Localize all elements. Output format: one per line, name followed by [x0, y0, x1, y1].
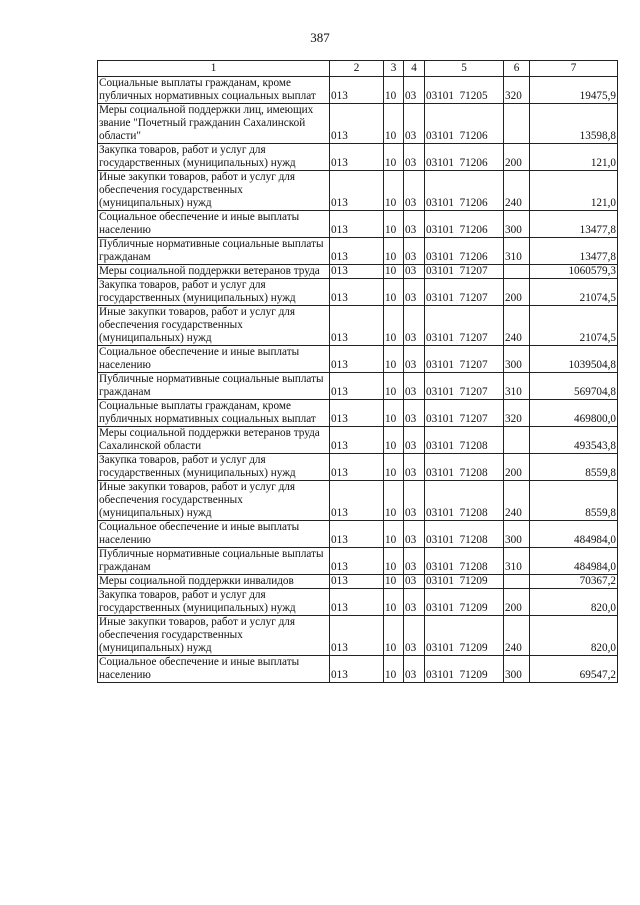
- table-row: [98, 481, 618, 521]
- cell-ministry-code: 013: [330, 656, 384, 683]
- header-col-2: 2: [330, 61, 384, 77]
- cell-amount: 484984,0: [530, 548, 618, 575]
- cell-description: Меры социальной поддержки ветеранов труда Сахалинской области: [98, 427, 330, 454]
- cell-subsection: 03: [404, 616, 425, 656]
- cell-amount: 19475,9: [530, 77, 618, 104]
- cell-description: Публичные нормативные социальные выплаты гражданам: [98, 373, 330, 400]
- cell-ministry-code: 013: [330, 548, 384, 575]
- table-body: [98, 77, 618, 683]
- cell-amount: 484984,0: [530, 521, 618, 548]
- table-row: [98, 171, 618, 211]
- cell-ministry-code: 013: [330, 373, 384, 400]
- cell-expense-type: 240: [504, 481, 530, 521]
- cell-expense-type: 320: [504, 77, 530, 104]
- cell-target-article: 03101 71207: [425, 265, 504, 279]
- cell-amount: 69547,2: [530, 656, 618, 683]
- cell-ministry-code: 013: [330, 427, 384, 454]
- cell-section: 10: [384, 346, 404, 373]
- cell-amount: 1060579,3: [530, 265, 618, 279]
- cell-subsection: 03: [404, 306, 425, 346]
- cell-target-article: 03101 71208: [425, 521, 504, 548]
- cell-subsection: 03: [404, 104, 425, 144]
- cell-expense-type: 310: [504, 373, 530, 400]
- cell-description: Публичные нормативные социальные выплаты гражданам: [98, 238, 330, 265]
- cell-amount: 70367,2: [530, 575, 618, 589]
- cell-amount: 1039504,8: [530, 346, 618, 373]
- table-row: [98, 265, 618, 279]
- cell-subsection: 03: [404, 144, 425, 171]
- cell-section: 10: [384, 481, 404, 521]
- cell-section: 10: [384, 548, 404, 575]
- table-row: [98, 238, 618, 265]
- header-col-6: 6: [504, 61, 530, 77]
- table-row: [98, 521, 618, 548]
- table-row: [98, 373, 618, 400]
- table-row: [98, 427, 618, 454]
- cell-ministry-code: 013: [330, 265, 384, 279]
- cell-amount: 569704,8: [530, 373, 618, 400]
- cell-ministry-code: 013: [330, 238, 384, 265]
- cell-section: 10: [384, 104, 404, 144]
- cell-expense-type: 320: [504, 400, 530, 427]
- cell-target-article: 03101 71209: [425, 589, 504, 616]
- cell-subsection: 03: [404, 656, 425, 683]
- cell-amount: 121,0: [530, 144, 618, 171]
- cell-subsection: 03: [404, 427, 425, 454]
- table-row: [98, 346, 618, 373]
- header-row: [98, 61, 618, 77]
- cell-ministry-code: 013: [330, 306, 384, 346]
- cell-amount: 13477,8: [530, 211, 618, 238]
- table-row: [98, 400, 618, 427]
- cell-subsection: 03: [404, 589, 425, 616]
- cell-section: 10: [384, 427, 404, 454]
- table-row: [98, 548, 618, 575]
- cell-description: Закупка товаров, работ и услуг для государственных (муниципальных) нужд: [98, 454, 330, 481]
- cell-section: 10: [384, 211, 404, 238]
- cell-description: Публичные нормативные социальные выплаты гражданам: [98, 548, 330, 575]
- cell-description: Социальное обеспечение и иные выплаты населению: [98, 521, 330, 548]
- cell-description: Закупка товаров, работ и услуг для государственных (муниципальных) нужд: [98, 144, 330, 171]
- cell-ministry-code: 013: [330, 400, 384, 427]
- cell-description: Социальные выплаты гражданам, кроме публичных нормативных социальных выплат: [98, 77, 330, 104]
- cell-section: 10: [384, 306, 404, 346]
- cell-ministry-code: 013: [330, 171, 384, 211]
- cell-subsection: 03: [404, 238, 425, 265]
- cell-amount: 820,0: [530, 589, 618, 616]
- cell-expense-type: 200: [504, 279, 530, 306]
- header-col-5: 5: [425, 61, 504, 77]
- cell-section: 10: [384, 521, 404, 548]
- table-row: [98, 77, 618, 104]
- table-row: [98, 656, 618, 683]
- cell-ministry-code: 013: [330, 104, 384, 144]
- table-row: [98, 454, 618, 481]
- cell-target-article: 03101 71209: [425, 656, 504, 683]
- cell-amount: 21074,5: [530, 306, 618, 346]
- cell-expense-type: 240: [504, 616, 530, 656]
- cell-description: Иные закупки товаров, работ и услуг для обеспечения государственных (муниципальных) нужд: [98, 616, 330, 656]
- cell-expense-type: 310: [504, 238, 530, 265]
- cell-description: Социальное обеспечение и иные выплаты населению: [98, 346, 330, 373]
- header-col-3: 3: [384, 61, 404, 77]
- table-row: [98, 144, 618, 171]
- cell-subsection: 03: [404, 521, 425, 548]
- cell-description: Закупка товаров, работ и услуг для государственных (муниципальных) нужд: [98, 589, 330, 616]
- cell-target-article: 03101 71207: [425, 400, 504, 427]
- cell-amount: 820,0: [530, 616, 618, 656]
- cell-subsection: 03: [404, 400, 425, 427]
- page-number: 387: [310, 30, 330, 45]
- cell-ministry-code: 013: [330, 211, 384, 238]
- cell-description: Социальное обеспечение и иные выплаты населению: [98, 656, 330, 683]
- cell-ministry-code: 013: [330, 279, 384, 306]
- budget-table: [97, 60, 618, 683]
- cell-target-article: 03101 71206: [425, 104, 504, 144]
- cell-amount: 13477,8: [530, 238, 618, 265]
- cell-target-article: 03101 71206: [425, 144, 504, 171]
- cell-expense-type: 200: [504, 454, 530, 481]
- cell-section: 10: [384, 238, 404, 265]
- cell-target-article: 03101 71207: [425, 306, 504, 346]
- cell-expense-type: [504, 265, 530, 279]
- cell-subsection: 03: [404, 211, 425, 238]
- table-row: [98, 279, 618, 306]
- cell-expense-type: 240: [504, 306, 530, 346]
- cell-subsection: 03: [404, 171, 425, 211]
- cell-ministry-code: 013: [330, 521, 384, 548]
- cell-section: 10: [384, 77, 404, 104]
- cell-target-article: 03101 71209: [425, 616, 504, 656]
- cell-ministry-code: 013: [330, 616, 384, 656]
- cell-expense-type: 200: [504, 589, 530, 616]
- cell-amount: 469800,0: [530, 400, 618, 427]
- cell-section: 10: [384, 400, 404, 427]
- cell-subsection: 03: [404, 373, 425, 400]
- cell-description: Закупка товаров, работ и услуг для государственных (муниципальных) нужд: [98, 279, 330, 306]
- cell-description: Меры социальной поддержки лиц, имеющих звание "Почетный гражданин Сахалинской области": [98, 104, 330, 144]
- cell-ministry-code: 013: [330, 144, 384, 171]
- cell-subsection: 03: [404, 77, 425, 104]
- cell-subsection: 03: [404, 575, 425, 589]
- cell-target-article: 03101 71208: [425, 427, 504, 454]
- cell-section: 10: [384, 171, 404, 211]
- cell-description: Меры социальной поддержки ветеранов труда: [98, 265, 330, 279]
- cell-target-article: 03101 71209: [425, 575, 504, 589]
- cell-expense-type: [504, 427, 530, 454]
- cell-subsection: 03: [404, 481, 425, 521]
- cell-section: 10: [384, 144, 404, 171]
- table-row: [98, 306, 618, 346]
- cell-amount: 121,0: [530, 171, 618, 211]
- cell-expense-type: [504, 575, 530, 589]
- cell-description: Иные закупки товаров, работ и услуг для обеспечения государственных (муниципальных) нужд: [98, 306, 330, 346]
- cell-subsection: 03: [404, 548, 425, 575]
- table-row: [98, 575, 618, 589]
- cell-expense-type: 300: [504, 656, 530, 683]
- cell-expense-type: 200: [504, 144, 530, 171]
- cell-target-article: 03101 71208: [425, 481, 504, 521]
- cell-subsection: 03: [404, 346, 425, 373]
- cell-section: 10: [384, 616, 404, 656]
- cell-description: Иные закупки товаров, работ и услуг для обеспечения государственных (муниципальных) нужд: [98, 171, 330, 211]
- cell-ministry-code: 013: [330, 77, 384, 104]
- cell-target-article: 03101 71208: [425, 548, 504, 575]
- cell-expense-type: 300: [504, 521, 530, 548]
- cell-subsection: 03: [404, 279, 425, 306]
- cell-expense-type: 300: [504, 211, 530, 238]
- cell-amount: 8559,8: [530, 481, 618, 521]
- cell-ministry-code: 013: [330, 346, 384, 373]
- cell-section: 10: [384, 265, 404, 279]
- cell-amount: 493543,8: [530, 427, 618, 454]
- cell-target-article: 03101 71205: [425, 77, 504, 104]
- cell-target-article: 03101 71206: [425, 211, 504, 238]
- header-col-4: 4: [404, 61, 425, 77]
- cell-amount: 13598,8: [530, 104, 618, 144]
- cell-amount: 21074,5: [530, 279, 618, 306]
- cell-description: Иные закупки товаров, работ и услуг для обеспечения государственных (муниципальных) нужд: [98, 481, 330, 521]
- cell-expense-type: 300: [504, 346, 530, 373]
- cell-target-article: 03101 71206: [425, 238, 504, 265]
- cell-description: Социальные выплаты гражданам, кроме публичных нормативных социальных выплат: [98, 400, 330, 427]
- table-row: [98, 104, 618, 144]
- header-col-1: 1: [98, 61, 330, 77]
- cell-section: 10: [384, 656, 404, 683]
- cell-ministry-code: 013: [330, 481, 384, 521]
- cell-target-article: 03101 71207: [425, 346, 504, 373]
- cell-target-article: 03101 71206: [425, 171, 504, 211]
- cell-section: 10: [384, 373, 404, 400]
- cell-amount: 8559,8: [530, 454, 618, 481]
- cell-ministry-code: 013: [330, 454, 384, 481]
- table-row: [98, 616, 618, 656]
- table-row: [98, 211, 618, 238]
- cell-expense-type: 240: [504, 171, 530, 211]
- cell-target-article: 03101 71208: [425, 454, 504, 481]
- cell-expense-type: 310: [504, 548, 530, 575]
- cell-subsection: 03: [404, 265, 425, 279]
- cell-ministry-code: 013: [330, 575, 384, 589]
- cell-description: Меры социальной поддержки инвалидов: [98, 575, 330, 589]
- cell-section: 10: [384, 575, 404, 589]
- cell-subsection: 03: [404, 454, 425, 481]
- cell-section: 10: [384, 279, 404, 306]
- table-row: [98, 589, 618, 616]
- cell-target-article: 03101 71207: [425, 279, 504, 306]
- cell-description: Социальное обеспечение и иные выплаты населению: [98, 211, 330, 238]
- cell-section: 10: [384, 589, 404, 616]
- cell-expense-type: [504, 104, 530, 144]
- cell-ministry-code: 013: [330, 589, 384, 616]
- cell-target-article: 03101 71207: [425, 373, 504, 400]
- header-col-7: 7: [530, 61, 618, 77]
- cell-section: 10: [384, 454, 404, 481]
